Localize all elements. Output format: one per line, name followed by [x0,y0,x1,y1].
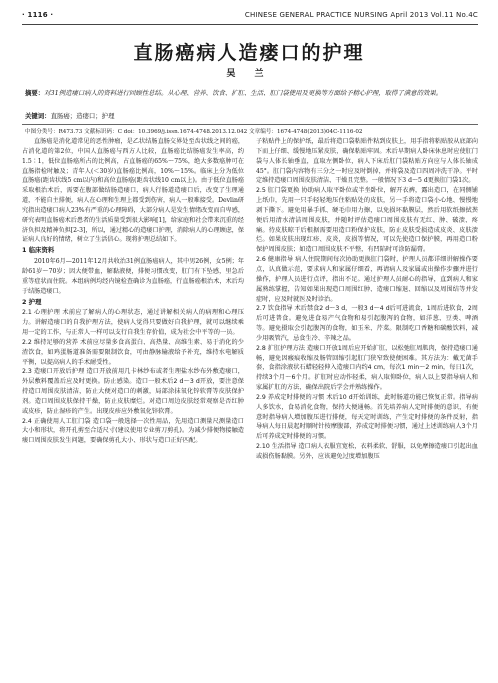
keywords-label: 关键词： [25,112,51,120]
section-heading: 1 临床资料 [22,246,55,255]
left-column [22,137,244,446]
abstract-rule [22,124,478,125]
subsection-paragraph: 2.10 生活指导 造口病人衣服宜宽松，衣料柔软、舒服，以免摩擦造瘘口引起出血或损伤肠黏膜。另外，应该避免过度增加腹压 [256,443,478,460]
abstract-label: 摘要： [25,89,45,97]
page-number: · 1116 · [22,11,54,19]
subsection-paragraph: 2.7 饮食指导 术后禁食2 d～3 d，一般3 d～4 d后可进流食，1周后进软食，2周后可进普食。避免进食易产气食物和易引起腹泻的食物，如洋葱、豆类、啤酒等。避免摄取会引起腹泻的食物，如玉米、芹菜。限制吃口香糖和碳酸饮料，减少用吸管汽，忌食生冷、辛辣之品。 [256,305,478,342]
keywords [25,111,476,121]
journal-info: CHINESE GENERAL PRACTICE NURSING April 2013 Vol.11 No.4C [244,11,478,19]
subsection-paragraph: 2.3 造瘘口开放后护理 造口开放前用几卡林纱布或者生理盐水纱布外敷造瘘口，外层敷料覆盖后应及时更换。防止感染。造口一般术后2 d～3 d开放，要注意保持造口周围皮肤清洁，防止大便对造口的刺激，局部涂抹氧化锌软膏等皮肤保护剂。造口周围皮肤保持干燥，防止皮肤糜烂。对造口周边皮肤经常观察是否红肿或皮疹，防止湿疹的产生。出现皮疹应外敷氧化锌软膏。 [22,368,244,415]
article-author: 吴 兰 [226,69,272,79]
running-header [22,10,478,24]
article-title: 直肠癌病人造瘘口的护理 [133,42,365,64]
abstract-text: 对31例造瘘口病人的资料进行回顾性总结。从心理、营养、饮食、扩肛、生活、肛门袋使用及更换等方面给予精心护理，取得了满意的效果。 [44,89,443,97]
section-heading: 2 护理 [22,297,42,306]
subsection-paragraph: 2.1 心理护理 术前应了解病人的心理状态，通过讲解相关病人的病理和心理压力。讲解造瘘口的自我护理方法，使病人觉得只要做好自我护理，就可以继续乘用一定的工作，与正常人一样可以支行自我生存价值，成为社会中平等的一员。 [22,309,244,337]
subsection-paragraph: 2.5 肛门袋更换 协助病人取平卧位或半坐卧位，解开衣裤，露出造口，在同侧铺上纸巾，先用一只手轻轻地压住粘贴处的皮肤，另一手将造口袋小心地、慢慢地剥下撕下。避免用暴手抓、硬毛巾用力擦，以免损坏黏膜层，然后用软纸擦拭粪便后用清水清洁周围皮肤，并随时评估造瘘口周围皮肤有无红、肿、破溃、疼痛。待皮肤晾干后根据需要用造口粉保护皮肤，防止皮肤受损造成皮炎、皮肤溃烂。如果皮肤出现红疹、皮炎，皮损等情况，可以先使造口保护膜，再用造口粉保护周围皮肤；如造口周围皮肤不平整，有凹陷时可涂防漏膏。 [256,187,478,254]
header-rule [22,24,478,25]
body-paragraph: 直肠癌是消化道常见的恶性肿瘤，是乙状结肠直肠交界处至齿状线之间的癌，占消化道的第2位，中国人直肠癌与西方人比较，直肠癌比结肠癌发生率高，约1.5∶1，低位直肠癌所占的比例高，占直肠癌的65%～75%，绝大多数癌肿可在直肠指检时触及；青年人(＜30岁)直肠癌比例高，10%～15%。临床上分为低位直肠癌(距齿状线5 cm以内)和高位直肠癌(距齿状线10 cm以上)。由于低位直肠癌采取根治术后，需要在腹部做结肠造瘘口，病人行肠道造瘘口后，改变了生理通道，不能自主排便，病人在心理和生理上都受到伤害，病人一般难接受。Devlin研究指出造瘘口病人23%有严重的心理障碍，大部分病人是发生情绪改变而自卑感，研究表明直肠癌术后患者的生活质量受到很大影响[1]，给家庭和社会带来沉重的经济负担及精神负担[2-3]，所以，通过精心的造瘘口护理，消除病人的心理顾虑，保证病人良好的情绪，树立了生活信心。现将护理总结如下。 [22,138,244,244]
body-paragraph: 2010年6月—2011年12月共收治31例直肠癌病人，其中男26例，女5例；年龄61岁～70岁；因大便带血，解黏液便，排便习惯改变，肛门有下坠感，里急后重等症状而住院。本组病例均经内镜检查确诊为直肠癌，行直肠癌根治术，术后均于结肠造瘘口。 [22,258,244,295]
subsection-paragraph: 2.9 养成定时排便的习惯 术后10 d开始训练，此时肠道功能已恢复正常。指导病人多饮水，食易消化食物，保持大便通畅。首先培养病人定时排便的意识，有便意时指导病人增加腹压进行排便，每天定时训练，产生定时排便的条件反射，指导病人每日晨起时顺时针按摩腹部，养成定时排便习惯，通过上述训练病人3个月后可养成定时排便的习惯。 [256,393,478,441]
abstract [25,88,476,98]
subsection-paragraph: 2.6 健康指导 病人住院期间每次协助更换肛门袋时，护理人员都详细讲解操作要点，认真做示范，要求病人和家属仔细看，再请病人及家属或出操作步骤并进行操作，护理人员进行点评，指出不足。通过护理人员耐心的指导，直到病人和家属熟练掌握，告知如果出现造口周围红肿、造瘘口缩退、回缩以及周围结等并发症时，应及时就医及时诊治。 [256,256,478,303]
classification-line: 中图分类号：R473.73 文献标识码：C doi：10.3969/j.issn.1674-4748.2013.12.042 文章编号：1674-4748(2013)04C-1116-02 [25,129,363,135]
right-column [256,137,478,462]
keywords-text: 直肠癌；造瘘口；护理 [50,112,115,120]
subsection-paragraph: 2.2 维持足够的营养 术前应尽量多食高蛋白、高热量、高维生素、易于消化的少渣饮食，如鸡蛋肠道准备需要限制饮食，可由静脉输液给予补充，维持水电解质平衡，以提高病人的手术耐受性。 [22,338,244,366]
body-paragraph: 子粘贴件上的保护纸，最后将造口袋粘贴件粘到皮肤上，用手指将粘贴胶从底部向下而上仔细、缓慢地压紧皮肤，确保粘贴牢固。术后早期病人卧床休息时应使肛门袋与人体长轴垂直，直取左侧卧位，病人下床后肛门袋粘贴方向应与人体长轴成45°。肛门袋内容物有三分之一时应及时倒掉，并将袋及造口四周冲洗干净。平时定维持造瘘口周围皮肤清洁、干燥且完整。一般情况下3 d～5 d更换肛门袋1次。 [256,138,478,185]
subsection-paragraph: 2.8 扩肛护理方法 造瘘口开放1周后应开始扩肛，以松弛肛周肌肉，保持造瘘口通畅，避免因瘢痕收缩及肠管回缩引起肛门狭窄致使便困难。其方法为：戴无菌手套，食指涂液状石蜡轻轻伸入造瘘口内约4 cm，每次1 min～2 min，每日1次，持续3个月～6个月。扩肛时应动作轻柔，病人取仰卧位，病人以上要指导病人和家属扩肛的方法，确保出院后学会并熟练操作。 [256,344,478,392]
subsection-paragraph: 2.4 正确使用人工肛门袋 造口袋一般选择一次性用品，先用造口测量尺测量造口大小和形状，将开孔剪至合适尺寸(建议使用专业剪刀剪孔)。为减少排便物接触造瘘口周围皮肤发生问题，要确保剪孔大小、形状与造口正好匹配。 [22,417,244,445]
